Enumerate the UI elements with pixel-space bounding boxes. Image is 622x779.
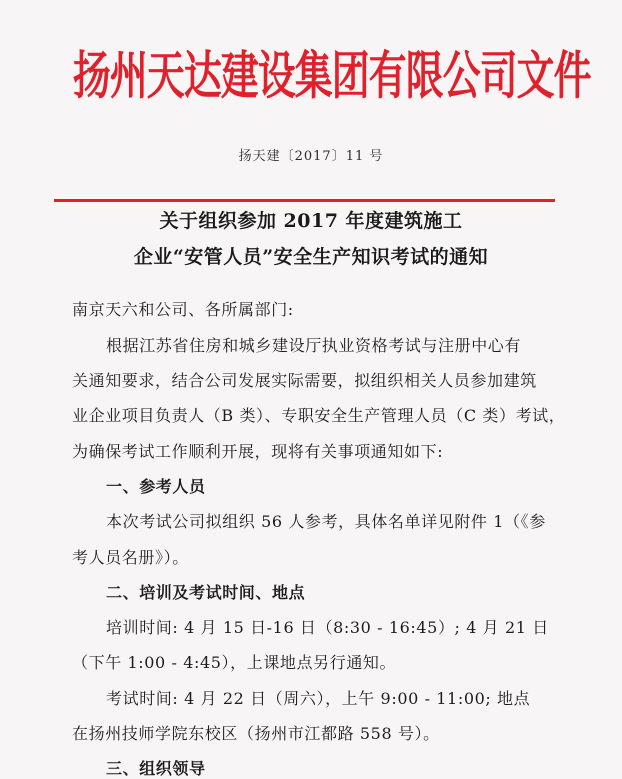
red-divider-line bbox=[54, 199, 555, 202]
body-line: 培训时间: 4 月 15 日-16 日（8:30 - 16:45）; 4 月 21 日 bbox=[106, 618, 549, 637]
section-heading-leadership: 三、组织领导 bbox=[106, 759, 206, 778]
body-line: 关通知要求，结合公司发展实际需要，拟组织相关人员参加建筑 bbox=[72, 371, 537, 390]
body-line: 考试时间: 4 月 22 日（周六），上午 9:00 - 11:00; 地点 bbox=[106, 689, 531, 708]
body-line: （下午 1:00 - 4:45），上课地点另行通知。 bbox=[72, 653, 397, 672]
notice-title-line-1: 关于组织参加 2017 年度建筑施工 bbox=[159, 210, 463, 232]
body-line: 根据江苏省住房和城乡建设厅执业资格考试与注册中心有 bbox=[106, 336, 522, 355]
body-line: 为确保考试工作顺利开展，现将有关事项通知如下: bbox=[72, 442, 444, 461]
org-masthead-title: 扬州天达建设集团有限公司文件 bbox=[72, 46, 591, 107]
body-line: 本次考试公司拟组织 56 人参考，具体名单详见附件 1（《参 bbox=[106, 512, 546, 531]
notice-title-line-2: 企业“安管人员”安全生产知识考试的通知 bbox=[133, 246, 489, 268]
section-heading-participants: 一、参考人员 bbox=[106, 477, 206, 496]
body-line: 在扬州技师学院东校区（扬州市江都路 558 号）。 bbox=[72, 724, 440, 743]
body-line: 业企业项目负责人（B 类）、专职安全生产管理人员（C 类）考试， bbox=[72, 406, 566, 425]
section-heading-schedule: 二、培训及考试时间、地点 bbox=[106, 583, 306, 602]
document-number: 扬天建〔2017〕11 号 bbox=[238, 149, 384, 164]
body-line: 考人员名册》）。 bbox=[72, 548, 189, 567]
salutation: 南京天六和公司、各所属部门: bbox=[72, 300, 294, 319]
